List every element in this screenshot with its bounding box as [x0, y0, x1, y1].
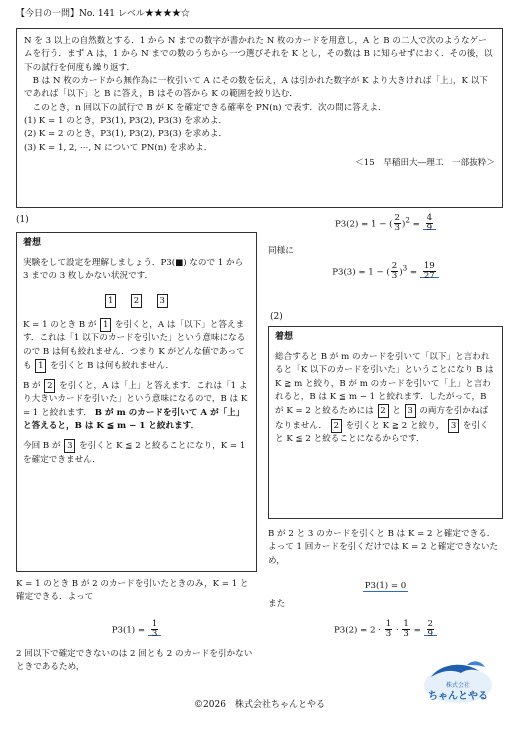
- fraction: [394, 214, 401, 234]
- text-fragment: と: [392, 406, 401, 417]
- problem-source: ＜15 早稲田大―理工 一部抜粋＞: [355, 157, 495, 168]
- text-fragment: を引くと K ≧ 2 と絞り，: [345, 420, 445, 431]
- equation-p3-2: P3(2) = 1 − ( $\frac{2}{3}$ )$^2$ = $\frac{4}{9}$: [268, 214, 503, 234]
- fraction: [385, 620, 392, 640]
- text-fragment: を引くと，A は「上」と答えます．これは「1 より大きいカードを引いた」という意味になるので，B は K = 1 と絞れます．: [23, 381, 248, 418]
- card-box: 2: [331, 419, 342, 433]
- equation-lhs: P3(2) = 2 ·: [333, 625, 384, 636]
- denominator: 3: [394, 223, 400, 234]
- numerator: 4: [426, 213, 433, 223]
- exponent: 3: [402, 263, 408, 273]
- card-box: 3: [64, 439, 75, 453]
- answer-underline: [424, 619, 437, 640]
- key-point-text: B が m のカードを引いて A が「上」と答えると，B は K ≦ m − 1 と絞れます．: [23, 407, 245, 432]
- numerator: 1: [385, 619, 392, 629]
- card-box: 3: [448, 419, 459, 433]
- mata-text: また: [268, 599, 286, 609]
- card-3: 3: [157, 294, 168, 308]
- denominator: 27: [423, 271, 435, 282]
- denominator: 3: [151, 629, 158, 640]
- text-fragment: 今回 B が: [23, 441, 61, 452]
- numerator: 1: [151, 619, 158, 629]
- text-fragment: の両方を引かねばなりません．: [275, 406, 489, 431]
- answer-underline: [148, 619, 161, 640]
- fraction: [426, 214, 433, 234]
- equation-p3-3: P3(3) = 1 − ( $\frac{2}{3}$ )$^3$ = $\frac{19}{27}$: [268, 262, 503, 282]
- card-box: 3: [405, 404, 416, 418]
- logo-line-2: ちゃんとやる: [428, 691, 488, 702]
- card-box: 1: [35, 359, 46, 373]
- equation-lhs: P3(2) = 1 −: [334, 219, 390, 230]
- denominator: 9: [426, 223, 433, 234]
- card-box: 1: [100, 318, 111, 332]
- fraction: [151, 620, 158, 640]
- text-fragment: を引くと K ≦ 2 と絞ることになるからです．: [275, 420, 489, 444]
- text-fragment: B が: [23, 381, 41, 392]
- exponent: 2: [405, 215, 410, 225]
- equation-lhs: P3(3) = 1 −: [332, 267, 387, 278]
- similarly-text: 同様に: [268, 246, 294, 256]
- idea-text-2: [23, 318, 250, 373]
- idea-heading: 着想: [275, 332, 294, 342]
- text-fragment: 総合すると B が m のカードを引いて「以下」と言われると「K 以下のカードを引いた」ということになり B は K ≧ m と絞り，B が m のカードを引いて「上」と言われると，B は K ≦ m − 1 と絞れます．したがって，B が K = 2 と絞るためには: [275, 351, 494, 417]
- problem-statement: [16, 28, 503, 208]
- fraction: [391, 262, 398, 282]
- equation-lhs: P3(1) =: [111, 625, 148, 636]
- card-2: 2: [131, 294, 142, 308]
- card-box: 2: [378, 404, 389, 418]
- idea-text-5: [275, 351, 496, 446]
- answer-underline: [423, 213, 436, 234]
- solution-text-1: K = 1 のとき B が 2 のカードを引いたときのみ，K = 1 と確定できる．よって: [16, 579, 249, 603]
- fraction: [423, 262, 436, 282]
- section-2-label: (2): [270, 312, 283, 322]
- section-1-label: (1): [16, 215, 29, 225]
- answer-underline: [420, 261, 439, 282]
- numerator: 2: [391, 261, 398, 271]
- idea-text-1: 実験をして設定を理解しましょう．P3(■) なので 1 から 3 までの 3 枚しかない状況です．: [23, 257, 244, 282]
- numerator: 2: [427, 619, 434, 629]
- denominator: 3: [385, 629, 392, 640]
- denominator: 3: [391, 271, 398, 282]
- idea-box-1: [16, 232, 257, 572]
- denominator: 3: [403, 629, 409, 640]
- problem-para-3: このとき，n 回以下の試行で B が K を確定できる確率を PN(n) で表す．次の問に答えよ．: [24, 102, 387, 113]
- denominator: 9: [427, 629, 434, 640]
- text-fragment: を引くと，A は「以下」と答えます．これは「1 以下のカードを引いた」という意味になるので B は何も絞れません．つまり K がどんな値であっても: [23, 319, 246, 371]
- footer-copyright: ©2026 株式会社ちゃんとやる: [194, 700, 325, 710]
- text-fragment: K = 1 のとき B が: [23, 319, 97, 330]
- problem-para-2: B は N 枚のカードから無作為に一枚引いて A にその数を伝え，A は引かれた数字が K より大きければ「上」，K 以下であれば「以下」と B に答え，B はその答から K の範囲を絞り込む．: [24, 75, 488, 100]
- card-box: 2: [44, 379, 55, 393]
- question-3: (3) K = 1, 2, ⋯, N について PN(n) を求めよ．: [24, 142, 213, 153]
- numerator: 19: [423, 261, 435, 271]
- idea-box-2: [268, 326, 503, 519]
- equation-k2-p3-2: P3(2) = 2 · $\frac{1}{3}$ · $\frac{1}{3}$ = $\frac{2}{9}$: [268, 620, 503, 640]
- fraction: [427, 620, 434, 640]
- numerator: 1: [403, 619, 409, 629]
- answer-underline: P3(1) = 0: [364, 581, 407, 591]
- card-1: 1: [105, 294, 116, 308]
- equation-p3-1: [16, 620, 257, 640]
- numerator: 2: [394, 213, 400, 223]
- question-2: (2) K = 2 のとき，P3(1), P3(2), P3(3) を求めよ．: [24, 129, 228, 140]
- text-fragment: を引くと K ≦ 2 と絞ることになり，K = 1 を確定できません．: [23, 441, 246, 465]
- equation-k2-p3-1: [268, 580, 503, 593]
- card-set: [23, 294, 250, 308]
- question-1: (1) K = 1 のとき，P3(1), P3(2), P3(3) を求めよ．: [24, 115, 228, 126]
- page-title: 【今日の一問】No. 141 レベル★★★★☆: [16, 9, 190, 19]
- idea-heading: 着想: [23, 238, 42, 248]
- text-fragment: を引くと B は何も絞れません．: [50, 360, 175, 371]
- fraction: [402, 620, 409, 640]
- idea-text-4: [23, 439, 250, 467]
- idea-text-3: [23, 379, 250, 433]
- solution-text-3: B が 2 と 3 のカードを引くと B は K = 2 と確定できる．よって 1 回カードを引くだけでは K = 2 と確定できないため，: [268, 529, 499, 566]
- problem-para-1: N を 3 以上の自然数とする．1 から N までの数字が書かれた N 枚のカードを用意し，A と B の二人で次のようなゲームを行う．まず A は，1 から N までの数のうちから一つ選びそれを K とし，その数は B に知らせずにおく．その後，以下の試行を何度も繰り返す．: [24, 36, 493, 73]
- logo-line-1: 株式会社: [445, 682, 471, 689]
- solution-text-2: 2 回以下で確定できないのは 2 回とも 2 のカードを引かないときであるため，: [16, 649, 253, 673]
